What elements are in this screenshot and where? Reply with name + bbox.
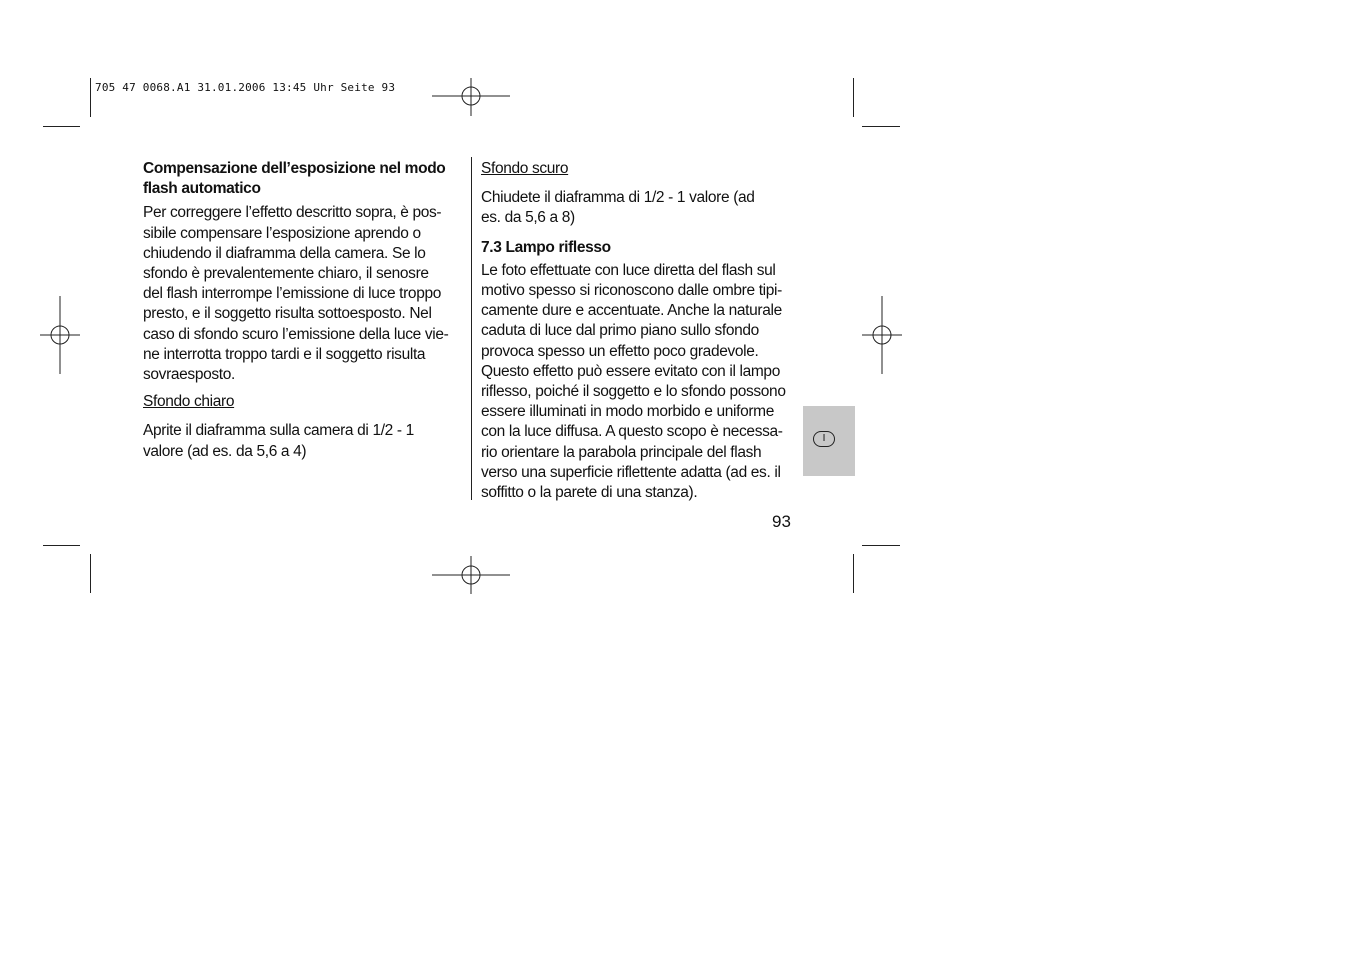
section-heading-cont: flash automatico: [143, 180, 261, 198]
body-line: chiudendo il diaframma della camera. Se lo: [143, 244, 426, 262]
section-heading-bounce-flash: 7.3 Lampo riflesso: [481, 238, 611, 256]
section-heading: Compensazione dell’esposizione nel modo: [143, 160, 446, 177]
subheading-dark-background: Sfondo scuro: [481, 160, 569, 177]
body-line: Chiudete il diaframma di 1/2 - 1 valore (ad: [481, 189, 755, 207]
body-line: es. da 5,6 a 8): [481, 209, 575, 227]
registration-mark-top: [432, 78, 512, 116]
left-column: [143, 159, 465, 462]
body-line: Le foto effettuate con luce diretta del flash sul: [481, 261, 776, 279]
print-slug: 705 47 0068.A1 31.01.2006 13:45 Uhr Seite 93: [95, 81, 396, 94]
body-line: verso una superficie riflettente adatta (ad es. il: [481, 463, 781, 481]
body-line: con la luce diffusa. A questo scopo è necessa-: [481, 423, 783, 441]
language-badge: I: [813, 431, 835, 447]
registration-mark-right: [862, 296, 902, 376]
registration-mark-bottom: [432, 556, 512, 594]
body-line: Questo effetto può essere evitato con il lampo: [481, 362, 780, 380]
body-line: presto, e il soggetto risulta sottoesposto. Nel: [143, 305, 432, 323]
right-column: [481, 159, 803, 503]
body-line: ne interrotta troppo tardi e il soggetto risulta: [143, 345, 426, 363]
body-line: provoca spesso un effetto poco gradevole.: [481, 342, 759, 360]
body-line: rio orientare la parabola principale del flash: [481, 443, 762, 461]
body-line: caso di sfondo scuro l’emissione della luce vie-: [143, 325, 449, 343]
body-line: sibile compensare l’esposizione aprendo o: [143, 224, 421, 242]
body-line: soffitto o la parete di una stanza).: [481, 484, 698, 502]
body-line: sfondo è prevalentemente chiaro, il senosre: [143, 265, 429, 283]
body-line: camente dure e accentuate. Anche la naturale: [481, 302, 782, 320]
body-line: essere illuminati in modo morbido e uniforme: [481, 403, 775, 421]
language-tab: [803, 406, 855, 476]
body-line: riflesso, poiché il soggetto e lo sfondo possono: [481, 383, 786, 401]
column-divider: [471, 157, 472, 500]
page-number: 93: [772, 512, 791, 531]
body-line: valore (ad es. da 5,6 a 4): [143, 442, 307, 460]
body-line: Aprite il diaframma sulla camera di 1/2 - 1: [143, 422, 414, 440]
subheading-light-background: Sfondo chiaro: [143, 393, 235, 411]
registration-mark-left: [40, 296, 80, 376]
body-line: del flash interrompe l’emissione di luce troppo: [143, 285, 442, 303]
body-line: motivo spesso si riconoscono dalle ombre tipi-: [481, 282, 782, 300]
body-line: caduta di luce dal primo piano sullo sfondo: [481, 322, 759, 340]
body-line: sovraesposto.: [143, 366, 235, 384]
body-line: Per correggere l’effetto descritto sopra, è pos-: [143, 204, 442, 222]
